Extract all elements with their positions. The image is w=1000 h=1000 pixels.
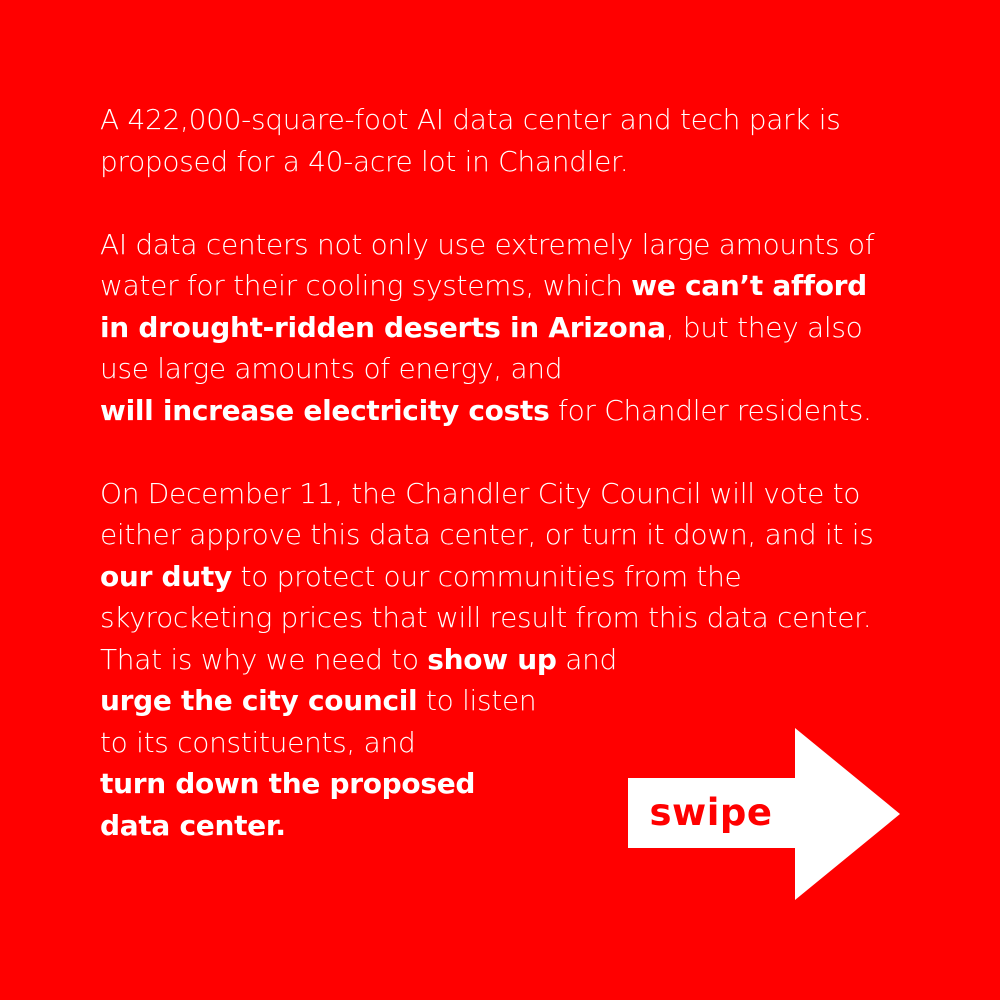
impact-line-2	[100, 265, 920, 307]
vote-text-7: to its constituents, and	[100, 725, 416, 759]
vote-line-4	[100, 597, 920, 639]
vote-text-1: On December 11, the Chandler City Council will vote to	[100, 476, 861, 510]
vote-text-5: That is why we need to	[100, 642, 428, 676]
vote-bold-6: urge the city council	[100, 684, 418, 717]
impact-bold-5: will increase electricity costs	[100, 393, 550, 427]
swipe-label: swipe	[649, 791, 773, 834]
vote-bold-8: turn down the proposed	[100, 767, 476, 800]
impact-text-5: for Chandler residents.	[549, 393, 872, 427]
vote-text-4: skyrocketing prices that will result from this data center.	[100, 601, 872, 634]
impact-line-4	[100, 348, 920, 390]
vote-bold-3: our duty	[100, 559, 232, 593]
vote-line-6	[100, 680, 920, 722]
vote-line-5	[100, 639, 920, 681]
paragraph-gap	[100, 182, 920, 224]
vote-line-3	[100, 556, 920, 598]
impact-text-1: AI data centers not only use extremely large amounts of	[100, 227, 875, 261]
vote-tail-5: and	[556, 642, 618, 676]
intro-line-1	[100, 99, 920, 141]
impact-text-4: use large amounts of energy, and	[100, 352, 563, 385]
vote-line-1	[100, 473, 920, 515]
impact-bold-3: in drought-ridden deserts in Arizona	[100, 310, 666, 344]
impact-text-3: , but they also	[665, 310, 863, 344]
impact-line-5	[100, 390, 920, 432]
vote-text-6: to listen	[417, 684, 537, 717]
intro-text-2: proposed for a 40-acre lot in Chandler.	[100, 144, 629, 178]
vote-text-3: to protect our communities from the	[231, 559, 742, 593]
vote-line-2	[100, 514, 920, 556]
vote-text-2: either approve this data center, or turn it down, and it is	[100, 518, 874, 551]
swipe-button[interactable]	[628, 728, 900, 900]
paragraph-gap	[100, 431, 920, 473]
impact-line-3	[100, 307, 920, 349]
impact-line-1	[100, 224, 920, 266]
vote-bold-5: show up	[427, 642, 557, 676]
intro-text-1: A 422,000-square-foot AI data center and tech park is	[100, 103, 841, 136]
impact-text-2: water for their cooling systems, which	[100, 269, 632, 302]
vote-bold-9: data center.	[100, 808, 286, 842]
impact-bold-2: we can’t afford	[631, 269, 867, 302]
intro-line-2	[100, 141, 920, 183]
